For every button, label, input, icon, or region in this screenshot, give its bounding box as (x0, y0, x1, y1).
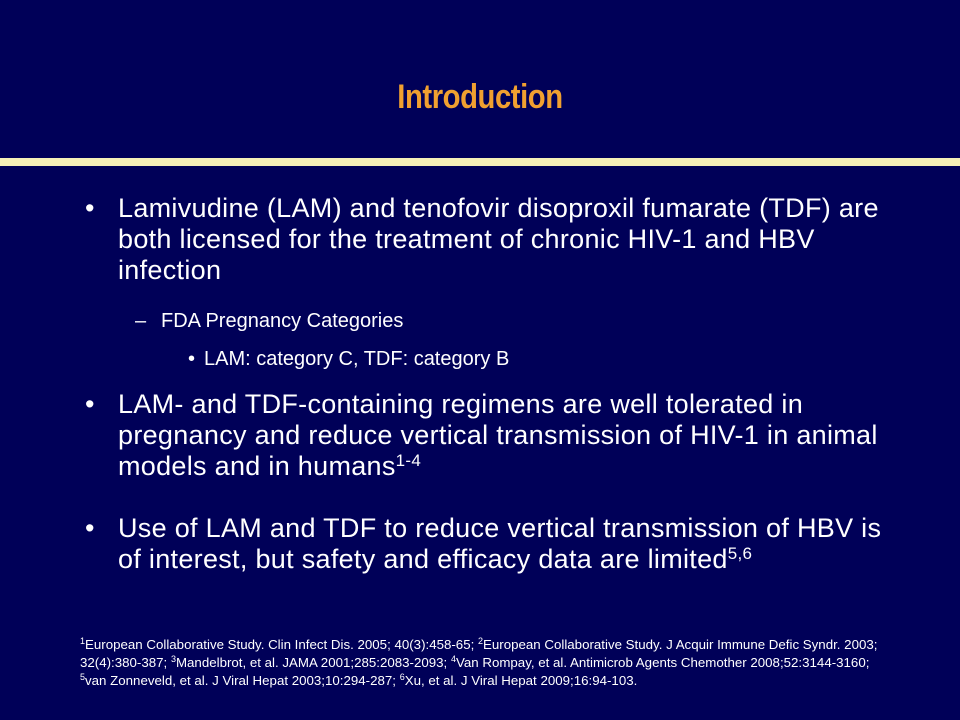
bullet-1-text: Lamivudine (LAM) and tenofovir disoproxil fumarate (TDF) are both licensed for the treatment of chronic HIV-1 and HBV infection (118, 193, 879, 285)
citation-superscript: 5,6 (727, 544, 753, 563)
reference-text: van Zonneveld, et al. J Viral Hepat 2003;10:294-287; (85, 673, 400, 688)
reference-text: Mandelbrot, et al. JAMA 2001;285:2083-2093; (175, 655, 451, 670)
reference-number: 2 (478, 636, 484, 646)
sub-sub-bullet-1 (188, 347, 509, 371)
title-divider (0, 158, 960, 166)
reference-number: 6 (399, 672, 405, 682)
bullet-icon: • (85, 193, 95, 223)
slide-title: Introduction (397, 78, 563, 116)
sub-sub-bullet-1-text: LAM: category C, TDF: category B (204, 348, 510, 370)
reference-text: Xu, et al. J Viral Hepat 2009;16:94-103. (404, 673, 638, 688)
reference-text: European Collaborative Study. Clin Infect Dis. 2005; 40(3):458-65; (85, 637, 478, 652)
bullet-icon: • (188, 348, 196, 370)
reference-number: 5 (80, 672, 86, 682)
reference-number: 3 (170, 654, 176, 664)
reference-text: Van Rompay, et al. Antimicrob Agents Chemother 2008;52:3144-3160; (455, 655, 870, 670)
bullet-2-text: LAM- and TDF-containing regimens are well tolerated in pregnancy and reduce vertical transmission of HIV-1 in animal models and in humans (118, 389, 878, 481)
reference-number: 1 (80, 636, 86, 646)
reference-number: 4 (450, 654, 456, 664)
bullet-1 (85, 193, 885, 286)
dash-icon: – (135, 310, 147, 332)
reference-text: European Collaborative Study. J Acquir Immune Defic Syndr. 2003; 32(4):380-387; (80, 637, 878, 670)
citation-superscript: 1-4 (395, 451, 422, 470)
bullet-2 (85, 389, 885, 482)
bullet-3-text: Use of LAM and TDF to reduce vertical transmission of HBV is of interest, but safety and efficacy data are limited (118, 513, 882, 574)
references (80, 636, 880, 690)
sub-bullet-1-text: FDA Pregnancy Categories (161, 310, 404, 332)
sub-bullet-1 (135, 309, 403, 333)
bullet-icon: • (85, 389, 95, 419)
bullet-icon: • (85, 513, 95, 543)
bullet-3 (85, 513, 885, 575)
